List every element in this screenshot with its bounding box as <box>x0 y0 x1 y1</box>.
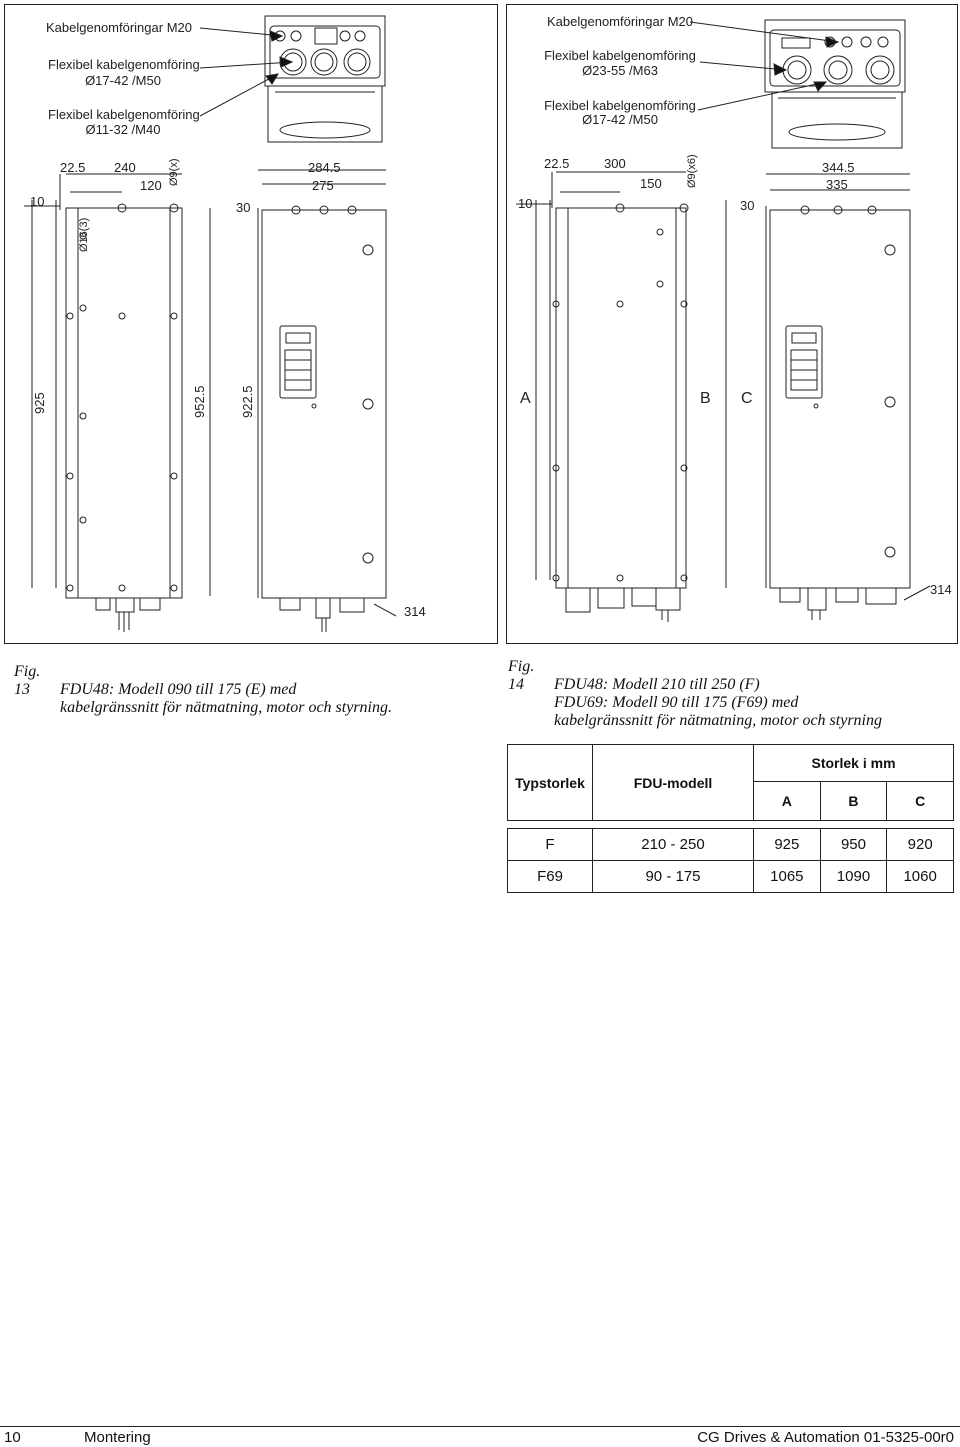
cell-model: 90 - 175 <box>593 861 754 893</box>
document-id: CG Drives & Automation 01-5325-00r0 <box>697 1429 954 1446</box>
figure-13-caption-line1: FDU48: Modell 090 till 175 (E) med <box>60 681 297 698</box>
dim-22-5: 22.5 <box>544 156 570 171</box>
dim-c: C <box>741 390 753 407</box>
cell-b: 1090 <box>820 861 887 893</box>
figure-14-caption <box>508 658 958 730</box>
dim-b: B <box>700 390 711 407</box>
cell-c: 1060 <box>887 861 954 893</box>
dim-314: 314 <box>930 582 952 597</box>
figure-13-frame <box>4 4 498 644</box>
col-header-c: C <box>887 782 954 821</box>
cell-type: F69 <box>508 861 593 893</box>
cell-a: 1065 <box>754 861 821 893</box>
figure-13-caption <box>14 663 494 717</box>
section-title: Montering <box>84 1429 151 1446</box>
col-header-type: Typstorlek <box>508 745 593 821</box>
callout-flex-gland-1-size: Ø23-55 /M63 <box>582 63 658 78</box>
col-header-model: FDU-modell <box>593 745 754 821</box>
dim-10: 10 <box>518 196 533 211</box>
dim-922-5: 922.5 <box>240 385 255 418</box>
cell-a: 925 <box>754 829 821 861</box>
figure-14-caption-line1: FDU48: Modell 210 till 250 (F) <box>554 676 760 693</box>
dim-hole-9: Ø9(x) <box>168 158 180 186</box>
page-number: 10 <box>4 1429 21 1446</box>
dim-22-5: 22.5 <box>60 160 86 175</box>
figure-13-caption-line2: kabelgränssnitt för nätmatning, motor och styrning. <box>60 699 392 716</box>
col-header-a: A <box>754 782 821 821</box>
dim-335: 335 <box>826 177 848 192</box>
figure-14-caption-line3: kabelgränssnitt för nätmatning, motor och styrning <box>554 712 882 729</box>
callout-flex-gland-2-size: Ø11-32 /M40 <box>85 122 161 137</box>
dim-30: 30 <box>236 200 251 215</box>
dim-a: A <box>520 390 531 407</box>
table-row <box>508 861 954 893</box>
callout-flex-gland-1-size: Ø17-42 /M50 <box>85 73 161 88</box>
dim-30: 30 <box>740 198 755 213</box>
size-table <box>507 744 954 893</box>
dim-300: 300 <box>604 156 626 171</box>
callout-flex-gland-2: Flexibel kabelgenomföring <box>48 107 200 122</box>
cell-type: F <box>508 829 593 861</box>
callout-cable-glands-m20: Kabelgenomföringar M20 <box>547 14 693 29</box>
col-header-size: Storlek i mm <box>754 745 954 782</box>
cell-model: 210 - 250 <box>593 829 754 861</box>
table-row <box>508 829 954 861</box>
callout-flex-gland-1: Flexibel kabelgenomföring <box>544 48 696 63</box>
dim-240: 240 <box>114 160 136 175</box>
page-footer <box>0 1426 960 1447</box>
callout-flex-gland-2-size: Ø17-42 /M50 <box>582 112 658 127</box>
dim-275: 275 <box>312 178 334 193</box>
dim-952-5: 952.5 <box>192 385 207 418</box>
dim-344-5: 344.5 <box>822 160 855 175</box>
cell-c: 920 <box>887 829 954 861</box>
dim-hole-16: Ø16(3) <box>78 217 90 252</box>
figure-14-number: Fig. 14 <box>508 658 535 693</box>
dim-10: 10 <box>30 194 45 209</box>
dim-hole-9: Ø9(x6) <box>686 154 698 188</box>
dim-120: 120 <box>140 178 162 193</box>
callout-cable-glands-m20: Kabelgenomföringar M20 <box>46 20 192 35</box>
cell-b: 950 <box>820 829 887 861</box>
dim-314: 314 <box>404 604 426 619</box>
dim-925: 925 <box>32 392 47 414</box>
dim-284-5: 284.5 <box>308 160 341 175</box>
dim-150: 150 <box>640 176 662 191</box>
callout-flex-gland-1: Flexibel kabelgenomföring <box>48 57 200 72</box>
figure-14-caption-line2: FDU69: Modell 90 till 175 (F69) med <box>554 694 799 711</box>
figure-13-number: Fig. 13 <box>14 663 41 698</box>
col-header-b: B <box>820 782 887 821</box>
callout-flex-gland-2: Flexibel kabelgenomföring <box>544 98 696 113</box>
